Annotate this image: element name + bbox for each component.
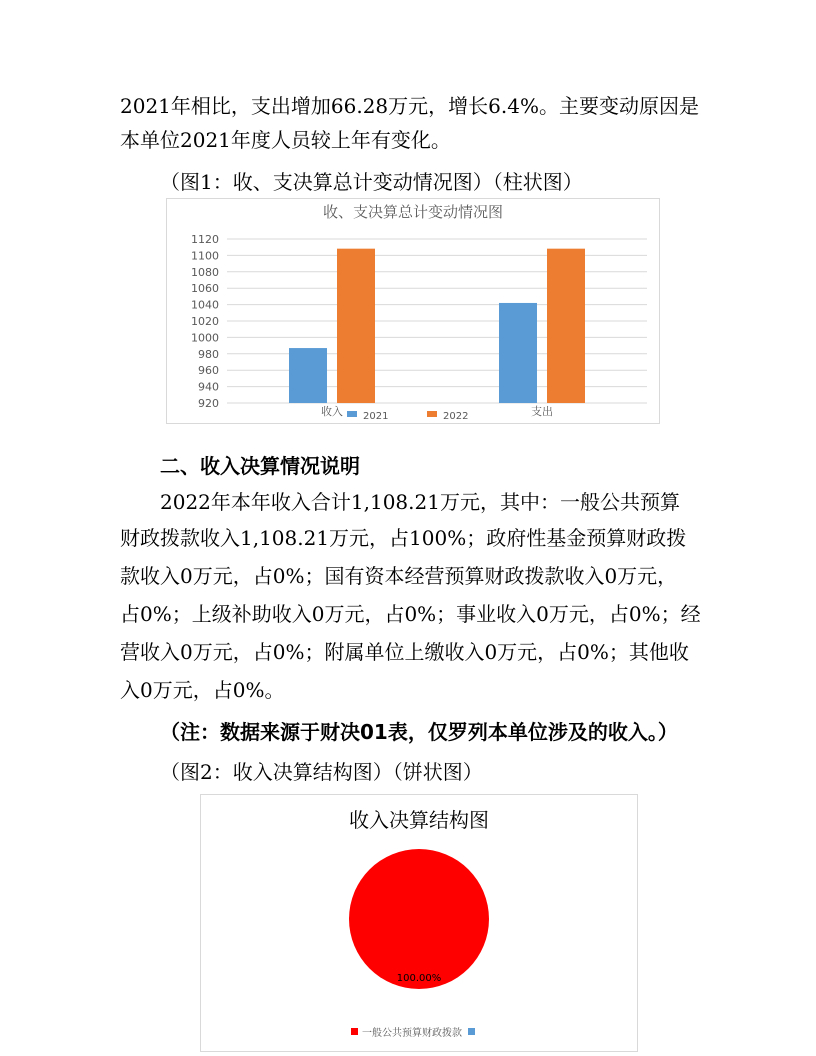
section-2-heading: 二、收入决算情况说明: [160, 454, 360, 478]
bar-chart-y-axis: [191, 233, 219, 410]
bar-chart-y-tick-label: 1080: [191, 265, 219, 279]
bar-chart-y-tick-label: 960: [198, 364, 219, 378]
paragraph-2-line-1: 2022年本年收入合计1,108.21万元，其中：一般公共预算: [160, 490, 680, 514]
bar-chart-y-tick-label: 1040: [191, 298, 219, 312]
bar-chart-y-tick-label: 920: [198, 397, 219, 410]
bar-chart-legend-swatch: [427, 411, 437, 417]
bar-chart-y-tick-label: 980: [198, 347, 219, 361]
pie-chart-data-labels: [397, 973, 442, 984]
figure-2-caption: （图2：收入决算结构图）（饼状图）: [160, 760, 483, 784]
pie-chart-legend: [351, 1026, 475, 1039]
pie-chart-slices: [349, 849, 489, 989]
pie-chart: [201, 795, 637, 1051]
bar-chart-y-tick-label: 1120: [191, 233, 219, 246]
paragraph-1-line-2: 本单位2021年度人员较上年有变化。: [120, 128, 451, 152]
paragraph-2-line-5: 营收入0万元，占0%；附属单位上缴收入0万元，占0%；其他收: [120, 640, 689, 664]
bar-chart-y-tick-label: 1100: [191, 249, 219, 263]
bar-chart-legend-label: 2022: [443, 411, 469, 422]
bar-收入-2022: [337, 249, 375, 403]
paragraph-1-line-1: 2021年相比，支出增加66.28万元，增长6.4%。主要变动原因是: [120, 94, 699, 118]
pie-slice-label: 100.00%: [396, 973, 442, 984]
bar-chart-y-tick-label: 1000: [191, 331, 219, 345]
bar-chart: [167, 199, 659, 423]
data-source-note: （注：数据来源于财决01表，仅罗列本单位涉及的收入。）: [160, 720, 678, 744]
bar-chart-legend: [347, 411, 468, 422]
bar-chart-y-tick-label: 1020: [191, 315, 219, 328]
bar-chart-container: [166, 198, 660, 424]
bar-chart-x-tick-label: 支出: [531, 405, 553, 418]
bar-收入-2021: [289, 348, 327, 403]
bar-chart-legend-label: 2021: [363, 411, 389, 422]
paragraph-2-line-4: 占0%；上级补助收入0万元，占0%；事业收入0万元，占0%；经: [120, 602, 701, 626]
pie-chart-legend-swatch: [351, 1028, 358, 1035]
pie-chart-legend-swatch: [468, 1028, 475, 1035]
bar-chart-title: 收、支决算总计变动情况图: [322, 203, 504, 221]
bar-chart-y-tick-label: 940: [198, 380, 219, 394]
pie-slice: [349, 849, 489, 989]
bar-支出-2022: [547, 249, 585, 403]
pie-chart-legend-label: 一般公共预算财政拨款: [362, 1028, 462, 1039]
bar-chart-legend-swatch: [347, 411, 357, 417]
bar-支出-2021: [499, 303, 537, 403]
paragraph-2-line-3: 款收入0万元，占0%；国有资本经营预算财政拨款收入0万元，: [120, 564, 678, 588]
paragraph-2-line-6: 入0万元，占0%。: [120, 678, 285, 702]
bar-chart-y-tick-label: 1060: [191, 282, 219, 296]
pie-chart-title: 收入决算结构图: [349, 808, 489, 832]
figure-1-caption: （图1：收、支决算总计变动情况图）（柱状图）: [160, 170, 583, 194]
pie-chart-container: [200, 794, 638, 1052]
paragraph-2-line-2: 财政拨款收入1,108.21万元，占100%；政府性基金预算财政拨: [120, 526, 687, 550]
bar-chart-x-tick-label: 收入: [321, 405, 343, 418]
